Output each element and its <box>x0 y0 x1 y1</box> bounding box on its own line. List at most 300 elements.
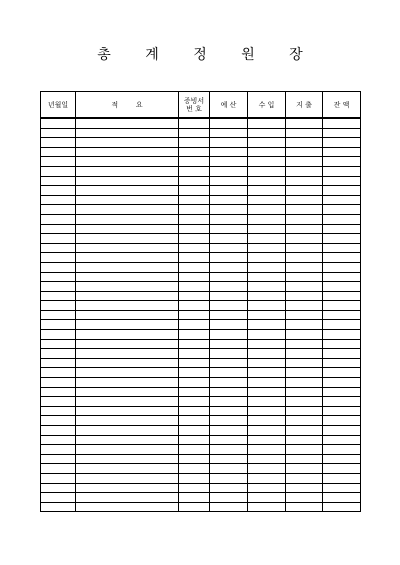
cell-expense[interactable] <box>286 387 323 397</box>
cell-expense[interactable] <box>286 195 323 205</box>
cell-voucher[interactable] <box>179 483 210 493</box>
cell-voucher[interactable] <box>179 464 210 474</box>
cell-expense[interactable] <box>286 272 323 282</box>
cell-expense[interactable] <box>286 128 323 138</box>
cell-voucher[interactable] <box>179 454 210 464</box>
cell-budget[interactable] <box>210 243 248 253</box>
cell-voucher[interactable] <box>179 166 210 176</box>
cell-budget[interactable] <box>210 262 248 272</box>
cell-date[interactable] <box>41 291 76 301</box>
cell-budget[interactable] <box>210 272 248 282</box>
cell-expense[interactable] <box>286 214 323 224</box>
cell-voucher[interactable] <box>179 118 210 128</box>
cell-summary[interactable] <box>76 186 179 196</box>
cell-expense[interactable] <box>286 368 323 378</box>
cell-voucher[interactable] <box>179 330 210 340</box>
cell-voucher[interactable] <box>179 320 210 330</box>
cell-expense[interactable] <box>286 138 323 148</box>
cell-summary[interactable] <box>76 253 179 263</box>
cell-expense[interactable] <box>286 301 323 311</box>
cell-expense[interactable] <box>286 339 323 349</box>
cell-income[interactable] <box>248 128 286 138</box>
cell-balance[interactable] <box>323 214 361 224</box>
cell-date[interactable] <box>41 147 76 157</box>
cell-budget[interactable] <box>210 358 248 368</box>
cell-balance[interactable] <box>323 473 361 483</box>
cell-income[interactable] <box>248 291 286 301</box>
cell-summary[interactable] <box>76 406 179 416</box>
cell-income[interactable] <box>248 301 286 311</box>
cell-expense[interactable] <box>286 176 323 186</box>
cell-balance[interactable] <box>323 205 361 215</box>
cell-summary[interactable] <box>76 387 179 397</box>
table-row <box>41 502 361 512</box>
cell-balance[interactable] <box>323 166 361 176</box>
cell-date[interactable] <box>41 416 76 426</box>
cell-voucher[interactable] <box>179 176 210 186</box>
cell-expense[interactable] <box>286 147 323 157</box>
cell-expense[interactable] <box>286 157 323 167</box>
cell-summary[interactable] <box>76 224 179 234</box>
cell-expense[interactable] <box>286 282 323 292</box>
cell-balance[interactable] <box>323 157 361 167</box>
cell-summary[interactable] <box>76 454 179 464</box>
cell-expense[interactable] <box>286 349 323 359</box>
cell-balance[interactable] <box>323 320 361 330</box>
cell-budget[interactable] <box>210 454 248 464</box>
cell-date[interactable] <box>41 397 76 407</box>
cell-budget[interactable] <box>210 426 248 436</box>
cell-voucher[interactable] <box>179 157 210 167</box>
cell-expense[interactable] <box>286 118 323 128</box>
cell-budget[interactable] <box>210 445 248 455</box>
cell-balance[interactable] <box>323 128 361 138</box>
table-row <box>41 205 361 215</box>
cell-voucher[interactable] <box>179 205 210 215</box>
cell-voucher[interactable] <box>179 186 210 196</box>
cell-summary[interactable] <box>76 176 179 186</box>
cell-budget[interactable] <box>210 483 248 493</box>
cell-voucher[interactable] <box>179 301 210 311</box>
cell-summary[interactable] <box>76 426 179 436</box>
cell-balance[interactable] <box>323 493 361 503</box>
cell-summary[interactable] <box>76 301 179 311</box>
cell-voucher[interactable] <box>179 234 210 244</box>
cell-expense[interactable] <box>286 310 323 320</box>
cell-income[interactable] <box>248 473 286 483</box>
cell-budget[interactable] <box>210 282 248 292</box>
cell-expense[interactable] <box>286 473 323 483</box>
cell-income[interactable] <box>248 445 286 455</box>
cell-voucher[interactable] <box>179 291 210 301</box>
cell-income[interactable] <box>248 483 286 493</box>
cell-income[interactable] <box>248 493 286 503</box>
cell-voucher[interactable] <box>179 224 210 234</box>
cell-budget[interactable] <box>210 339 248 349</box>
cell-date[interactable] <box>41 349 76 359</box>
cell-date[interactable] <box>41 426 76 436</box>
cell-balance[interactable] <box>323 406 361 416</box>
cell-budget[interactable] <box>210 310 248 320</box>
cell-voucher[interactable] <box>179 445 210 455</box>
cell-balance[interactable] <box>323 445 361 455</box>
cell-voucher[interactable] <box>179 147 210 157</box>
cell-date[interactable] <box>41 253 76 263</box>
cell-expense[interactable] <box>286 253 323 263</box>
cell-expense[interactable] <box>286 262 323 272</box>
cell-balance[interactable] <box>323 426 361 436</box>
cell-income[interactable] <box>248 426 286 436</box>
cell-date[interactable] <box>41 234 76 244</box>
cell-date[interactable] <box>41 195 76 205</box>
cell-date[interactable] <box>41 445 76 455</box>
cell-summary[interactable] <box>76 234 179 244</box>
cell-budget[interactable] <box>210 416 248 426</box>
cell-voucher[interactable] <box>179 378 210 388</box>
cell-budget[interactable] <box>210 330 248 340</box>
cell-balance[interactable] <box>323 435 361 445</box>
cell-balance[interactable] <box>323 234 361 244</box>
cell-summary[interactable] <box>76 272 179 282</box>
cell-budget[interactable] <box>210 138 248 148</box>
table-row <box>41 176 361 186</box>
cell-voucher[interactable] <box>179 406 210 416</box>
cell-date[interactable] <box>41 243 76 253</box>
cell-income[interactable] <box>248 464 286 474</box>
cell-summary[interactable] <box>76 358 179 368</box>
cell-balance[interactable] <box>323 138 361 148</box>
cell-date[interactable] <box>41 454 76 464</box>
cell-voucher[interactable] <box>179 358 210 368</box>
cell-income[interactable] <box>248 253 286 263</box>
cell-balance[interactable] <box>323 416 361 426</box>
cell-date[interactable] <box>41 224 76 234</box>
cell-budget[interactable] <box>210 253 248 263</box>
cell-budget[interactable] <box>210 387 248 397</box>
cell-balance[interactable] <box>323 262 361 272</box>
cell-summary[interactable] <box>76 128 179 138</box>
cell-date[interactable] <box>41 502 76 512</box>
cell-budget[interactable] <box>210 147 248 157</box>
cell-date[interactable] <box>41 339 76 349</box>
cell-balance[interactable] <box>323 118 361 128</box>
cell-date[interactable] <box>41 310 76 320</box>
cell-voucher[interactable] <box>179 243 210 253</box>
cell-income[interactable] <box>248 502 286 512</box>
cell-expense[interactable] <box>286 426 323 436</box>
cell-balance[interactable] <box>323 253 361 263</box>
cell-budget[interactable] <box>210 435 248 445</box>
table-row <box>41 473 361 483</box>
cell-balance[interactable] <box>323 454 361 464</box>
cell-voucher[interactable] <box>179 473 210 483</box>
cell-voucher[interactable] <box>179 253 210 263</box>
cell-balance[interactable] <box>323 483 361 493</box>
cell-voucher[interactable] <box>179 195 210 205</box>
cell-date[interactable] <box>41 301 76 311</box>
document-title: 총 계 정 원 장 <box>97 47 318 63</box>
cell-budget[interactable] <box>210 464 248 474</box>
cell-budget[interactable] <box>210 493 248 503</box>
cell-expense[interactable] <box>286 483 323 493</box>
cell-expense[interactable] <box>286 166 323 176</box>
cell-budget[interactable] <box>210 128 248 138</box>
cell-income[interactable] <box>248 147 286 157</box>
cell-voucher[interactable] <box>179 214 210 224</box>
cell-income[interactable] <box>248 224 286 234</box>
cell-summary[interactable] <box>76 378 179 388</box>
cell-date[interactable] <box>41 176 76 186</box>
cell-balance[interactable] <box>323 464 361 474</box>
cell-income[interactable] <box>248 205 286 215</box>
cell-summary[interactable] <box>76 195 179 205</box>
cell-summary[interactable] <box>76 502 179 512</box>
cell-income[interactable] <box>248 310 286 320</box>
cell-income[interactable] <box>248 138 286 148</box>
cell-balance[interactable] <box>323 272 361 282</box>
cell-balance[interactable] <box>323 397 361 407</box>
cell-income[interactable] <box>248 214 286 224</box>
cell-budget[interactable] <box>210 368 248 378</box>
header-voucher-number: 증빙서 번 호 <box>179 92 210 119</box>
cell-balance[interactable] <box>323 330 361 340</box>
table-row <box>41 320 361 330</box>
cell-date[interactable] <box>41 138 76 148</box>
cell-balance[interactable] <box>323 502 361 512</box>
cell-budget[interactable] <box>210 291 248 301</box>
cell-summary[interactable] <box>76 483 179 493</box>
cell-balance[interactable] <box>323 358 361 368</box>
cell-date[interactable] <box>41 464 76 474</box>
cell-voucher[interactable] <box>179 397 210 407</box>
cell-date[interactable] <box>41 473 76 483</box>
cell-summary[interactable] <box>76 416 179 426</box>
cell-budget[interactable] <box>210 406 248 416</box>
cell-date[interactable] <box>41 282 76 292</box>
cell-summary[interactable] <box>76 339 179 349</box>
cell-voucher[interactable] <box>179 387 210 397</box>
cell-summary[interactable] <box>76 330 179 340</box>
cell-income[interactable] <box>248 358 286 368</box>
table-row <box>41 166 361 176</box>
cell-budget[interactable] <box>210 378 248 388</box>
cell-date[interactable] <box>41 493 76 503</box>
cell-expense[interactable] <box>286 205 323 215</box>
cell-date[interactable] <box>41 378 76 388</box>
cell-voucher[interactable] <box>179 339 210 349</box>
cell-expense[interactable] <box>286 378 323 388</box>
cell-income[interactable] <box>248 166 286 176</box>
cell-expense[interactable] <box>286 243 323 253</box>
cell-date[interactable] <box>41 330 76 340</box>
cell-income[interactable] <box>248 243 286 253</box>
cell-voucher[interactable] <box>179 310 210 320</box>
cell-balance[interactable] <box>323 147 361 157</box>
cell-summary[interactable] <box>76 118 179 128</box>
cell-voucher[interactable] <box>179 502 210 512</box>
cell-expense[interactable] <box>286 358 323 368</box>
cell-date[interactable] <box>41 387 76 397</box>
cell-expense[interactable] <box>286 330 323 340</box>
cell-balance[interactable] <box>323 310 361 320</box>
cell-balance[interactable] <box>323 282 361 292</box>
cell-summary[interactable] <box>76 368 179 378</box>
cell-income[interactable] <box>248 272 286 282</box>
cell-date[interactable] <box>41 358 76 368</box>
cell-budget[interactable] <box>210 502 248 512</box>
cell-budget[interactable] <box>210 473 248 483</box>
cell-summary[interactable] <box>76 147 179 157</box>
cell-balance[interactable] <box>323 186 361 196</box>
cell-summary[interactable] <box>76 166 179 176</box>
cell-income[interactable] <box>248 416 286 426</box>
cell-date[interactable] <box>41 157 76 167</box>
cell-budget[interactable] <box>210 176 248 186</box>
cell-balance[interactable] <box>323 349 361 359</box>
cell-summary[interactable] <box>76 445 179 455</box>
cell-budget[interactable] <box>210 157 248 167</box>
cell-voucher[interactable] <box>179 493 210 503</box>
cell-expense[interactable] <box>286 454 323 464</box>
cell-budget[interactable] <box>210 349 248 359</box>
cell-expense[interactable] <box>286 397 323 407</box>
cell-date[interactable] <box>41 483 76 493</box>
cell-budget[interactable] <box>210 224 248 234</box>
cell-date[interactable] <box>41 368 76 378</box>
cell-voucher[interactable] <box>179 138 210 148</box>
cell-date[interactable] <box>41 272 76 282</box>
cell-budget[interactable] <box>210 166 248 176</box>
cell-voucher[interactable] <box>179 272 210 282</box>
cell-voucher[interactable] <box>179 416 210 426</box>
cell-expense[interactable] <box>286 502 323 512</box>
cell-budget[interactable] <box>210 118 248 128</box>
cell-summary[interactable] <box>76 473 179 483</box>
cell-summary[interactable] <box>76 214 179 224</box>
cell-income[interactable] <box>248 234 286 244</box>
cell-expense[interactable] <box>286 416 323 426</box>
cell-summary[interactable] <box>76 397 179 407</box>
cell-income[interactable] <box>248 378 286 388</box>
cell-voucher[interactable] <box>179 349 210 359</box>
cell-voucher[interactable] <box>179 435 210 445</box>
header-date: 년월일 <box>41 92 76 119</box>
cell-expense[interactable] <box>286 234 323 244</box>
table-row <box>41 195 361 205</box>
cell-date[interactable] <box>41 186 76 196</box>
cell-income[interactable] <box>248 157 286 167</box>
cell-summary[interactable] <box>76 320 179 330</box>
cell-balance[interactable] <box>323 368 361 378</box>
cell-balance[interactable] <box>323 195 361 205</box>
cell-balance[interactable] <box>323 301 361 311</box>
cell-expense[interactable] <box>286 320 323 330</box>
cell-date[interactable] <box>41 214 76 224</box>
cell-budget[interactable] <box>210 234 248 244</box>
cell-date[interactable] <box>41 406 76 416</box>
cell-date[interactable] <box>41 205 76 215</box>
cell-balance[interactable] <box>323 243 361 253</box>
header-summary: 적 요 <box>76 92 179 119</box>
cell-expense[interactable] <box>286 406 323 416</box>
cell-income[interactable] <box>248 349 286 359</box>
cell-summary[interactable] <box>76 464 179 474</box>
cell-balance[interactable] <box>323 176 361 186</box>
cell-income[interactable] <box>248 397 286 407</box>
cell-voucher[interactable] <box>179 368 210 378</box>
cell-summary[interactable] <box>76 262 179 272</box>
cell-income[interactable] <box>248 330 286 340</box>
cell-budget[interactable] <box>210 320 248 330</box>
cell-budget[interactable] <box>210 301 248 311</box>
cell-expense[interactable] <box>286 224 323 234</box>
cell-income[interactable] <box>248 368 286 378</box>
cell-expense[interactable] <box>286 464 323 474</box>
cell-summary[interactable] <box>76 282 179 292</box>
cell-date[interactable] <box>41 166 76 176</box>
cell-budget[interactable] <box>210 195 248 205</box>
cell-expense[interactable] <box>286 445 323 455</box>
cell-date[interactable] <box>41 435 76 445</box>
cell-voucher[interactable] <box>179 128 210 138</box>
cell-income[interactable] <box>248 262 286 272</box>
cell-budget[interactable] <box>210 397 248 407</box>
cell-income[interactable] <box>248 387 286 397</box>
cell-balance[interactable] <box>323 339 361 349</box>
cell-summary[interactable] <box>76 493 179 503</box>
cell-budget[interactable] <box>210 186 248 196</box>
cell-summary[interactable] <box>76 310 179 320</box>
cell-voucher[interactable] <box>179 426 210 436</box>
cell-date[interactable] <box>41 320 76 330</box>
cell-expense[interactable] <box>286 186 323 196</box>
cell-balance[interactable] <box>323 224 361 234</box>
cell-balance[interactable] <box>323 378 361 388</box>
cell-income[interactable] <box>248 118 286 128</box>
cell-expense[interactable] <box>286 291 323 301</box>
cell-voucher[interactable] <box>179 262 210 272</box>
cell-summary[interactable] <box>76 157 179 167</box>
cell-budget[interactable] <box>210 214 248 224</box>
cell-summary[interactable] <box>76 138 179 148</box>
cell-expense[interactable] <box>286 435 323 445</box>
cell-income[interactable] <box>248 454 286 464</box>
cell-income[interactable] <box>248 339 286 349</box>
cell-income[interactable] <box>248 195 286 205</box>
cell-income[interactable] <box>248 282 286 292</box>
cell-income[interactable] <box>248 186 286 196</box>
cell-budget[interactable] <box>210 205 248 215</box>
cell-summary[interactable] <box>76 435 179 445</box>
cell-balance[interactable] <box>323 291 361 301</box>
header-balance: 잔 액 <box>323 92 361 119</box>
cell-date[interactable] <box>41 128 76 138</box>
cell-income[interactable] <box>248 406 286 416</box>
cell-summary[interactable] <box>76 205 179 215</box>
cell-summary[interactable] <box>76 243 179 253</box>
cell-income[interactable] <box>248 435 286 445</box>
cell-summary[interactable] <box>76 291 179 301</box>
cell-date[interactable] <box>41 262 76 272</box>
table-row <box>41 224 361 234</box>
cell-income[interactable] <box>248 176 286 186</box>
cell-income[interactable] <box>248 320 286 330</box>
cell-voucher[interactable] <box>179 282 210 292</box>
cell-balance[interactable] <box>323 387 361 397</box>
cell-date[interactable] <box>41 118 76 128</box>
cell-expense[interactable] <box>286 493 323 503</box>
cell-summary[interactable] <box>76 349 179 359</box>
